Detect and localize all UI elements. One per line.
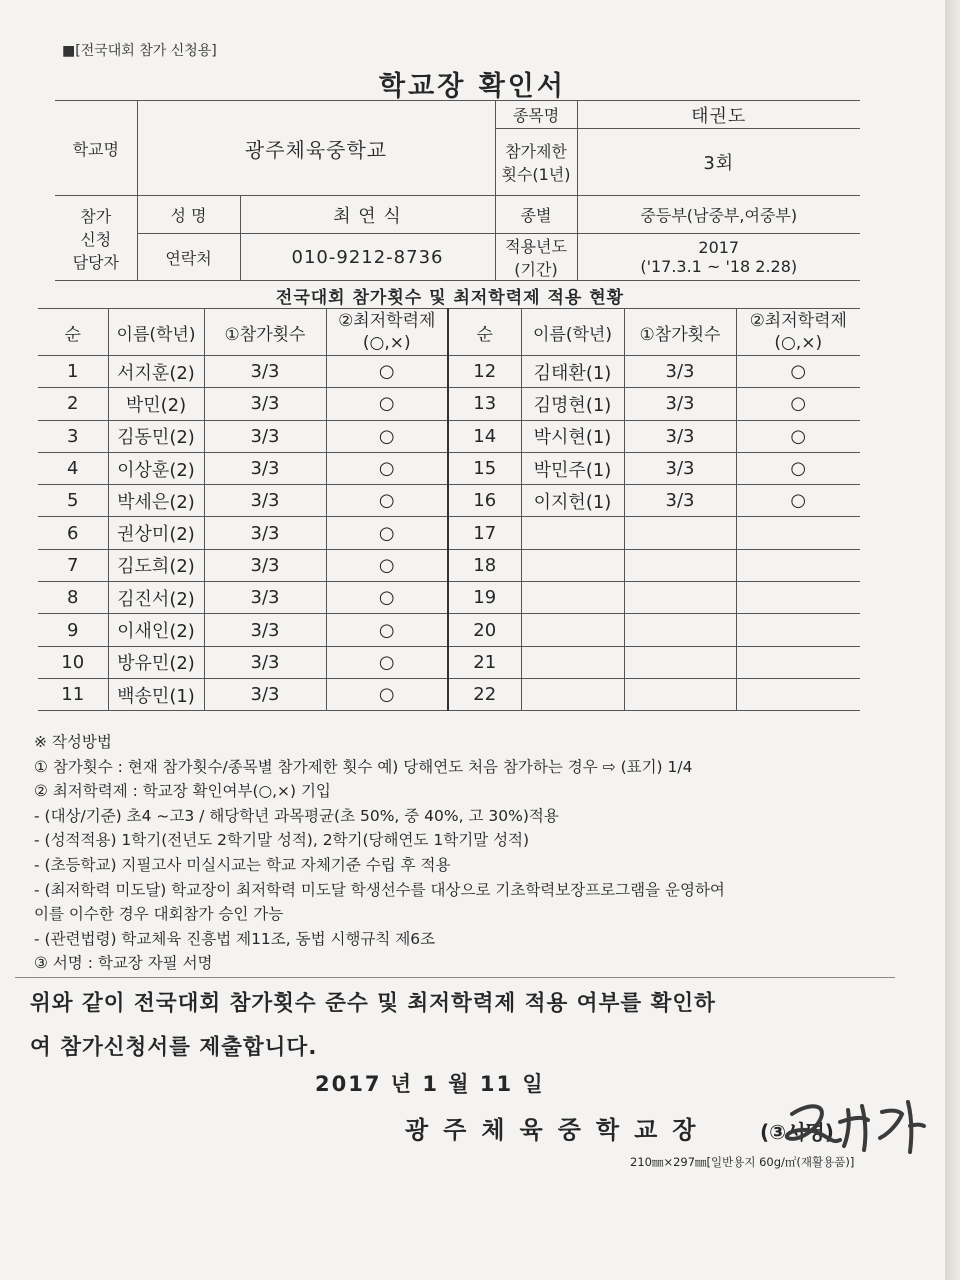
- student-name: 서지훈(2): [108, 356, 204, 388]
- row-no: 4: [38, 452, 108, 484]
- row-no: 16: [448, 485, 521, 517]
- table-row: [38, 582, 860, 614]
- division-label: 종별: [495, 196, 577, 234]
- seal-label: (③서명): [760, 1120, 834, 1144]
- date: 2017 년 1 월 11 일: [315, 1072, 545, 1096]
- student-name: 이새인(2): [108, 614, 204, 646]
- table-row: [38, 356, 860, 388]
- min-standard-mark: ○: [326, 517, 448, 549]
- row-no: 18: [448, 549, 521, 581]
- student-name: 박시현(1): [521, 420, 624, 452]
- row-no: 3: [38, 420, 108, 452]
- contact-group-label: 참가 신청 담당자: [55, 196, 137, 281]
- participation-count: 3/3: [624, 388, 736, 420]
- student-name: 김진서(2): [108, 582, 204, 614]
- participation-count: 3/3: [204, 517, 326, 549]
- student-name: 김태환(1): [521, 356, 624, 388]
- participation-count: [624, 614, 736, 646]
- table-header-row: [38, 309, 860, 356]
- name-label: 성 명: [137, 196, 240, 234]
- participation-count: 3/3: [204, 614, 326, 646]
- participation-count: 3/3: [204, 388, 326, 420]
- participation-count: 3/3: [204, 452, 326, 484]
- row-no: 19: [448, 582, 521, 614]
- header-name: 이름(학년): [108, 309, 204, 356]
- phone-value: 010-9212-8736: [240, 234, 495, 281]
- student-name: [521, 614, 624, 646]
- min-standard-mark: [736, 549, 860, 581]
- instruction-line: - (대상/기준) 초4 ~고3 / 해당학년 과목평균(초 50%, 중 40%, 고 30%)적용: [34, 806, 559, 825]
- min-standard-mark: [736, 646, 860, 678]
- row-no: 9: [38, 614, 108, 646]
- row-no: 2: [38, 388, 108, 420]
- instructions: [34, 730, 725, 976]
- student-name: 권상미(2): [108, 517, 204, 549]
- min-standard-mark: [736, 614, 860, 646]
- min-standard-mark: ○: [736, 356, 860, 388]
- participation-count: 3/3: [204, 646, 326, 678]
- student-name: 백송민(1): [108, 678, 204, 710]
- participation-count: 3/3: [624, 485, 736, 517]
- division-value: 중등부(남중부,여중부): [577, 196, 860, 234]
- min-standard-mark: ○: [326, 452, 448, 484]
- name-value: 최 연 식: [240, 196, 495, 234]
- table-row: [38, 485, 860, 517]
- min-standard-mark: [736, 678, 860, 710]
- table-row: [38, 388, 860, 420]
- instruction-line: ① 참가횟수 : 현재 참가횟수/종목별 참가제한 횟수 예) 당해연도 처음 참가하는 경우 ⇨ (표기) 1/4: [34, 757, 693, 776]
- min-standard-mark: ○: [736, 485, 860, 517]
- instruction-line: 이를 이수한 경우 대회참가 승인 가능: [34, 905, 284, 924]
- min-standard-mark: ○: [326, 388, 448, 420]
- status-title: 전국대회 참가횟수 및 최저학력제 적용 현황: [275, 288, 625, 308]
- participation-count: [624, 646, 736, 678]
- form-tag: ■[전국대회 참가 신청용]: [62, 43, 217, 59]
- row-no: 12: [448, 356, 521, 388]
- student-name: 이상훈(2): [108, 452, 204, 484]
- min-standard-mark: [736, 517, 860, 549]
- instruction-line: ② 최저학력제 : 학교장 확인여부(○,×) 기입: [34, 782, 331, 801]
- row-no: 7: [38, 549, 108, 581]
- event-label: 종목명: [495, 101, 577, 129]
- header-count: ①참가횟수: [624, 309, 736, 356]
- signer-name: 광주체육중학교장: [405, 1116, 711, 1144]
- student-name: [521, 582, 624, 614]
- participation-count: 3/3: [204, 356, 326, 388]
- row-no: 1: [38, 356, 108, 388]
- school-name-value: 광주체육중학교: [137, 101, 495, 196]
- row-no: 6: [38, 517, 108, 549]
- min-standard-mark: ○: [326, 646, 448, 678]
- instruction-line: - (최저학력 미도달) 학교장이 최저학력 미도달 학생선수를 대상으로 기초학력보장프로그램을 운영하여: [34, 880, 725, 899]
- table-row: [38, 678, 860, 710]
- student-name: 방유민(2): [108, 646, 204, 678]
- event-value: 태권도: [577, 101, 860, 129]
- row-no: 13: [448, 388, 521, 420]
- divider: [15, 977, 895, 978]
- min-standard-mark: [736, 582, 860, 614]
- limit-value: 3회: [577, 129, 860, 196]
- student-name: [521, 517, 624, 549]
- participation-count: [624, 582, 736, 614]
- participation-count: 3/3: [204, 678, 326, 710]
- year-label: 적용년도 (기간): [495, 234, 577, 281]
- min-standard-mark: ○: [326, 614, 448, 646]
- school-name-label: 학교명: [55, 101, 137, 196]
- participation-count: 3/3: [624, 420, 736, 452]
- participation-count: 3/3: [624, 356, 736, 388]
- instruction-line: ③ 서명 : 학교장 자필 서명: [34, 954, 213, 973]
- participation-count: [624, 678, 736, 710]
- handwritten-signature: [770, 1092, 935, 1160]
- min-standard-mark: ○: [326, 678, 448, 710]
- instruction-line: ※ 작성방법: [34, 733, 112, 751]
- row-no: 21: [448, 646, 521, 678]
- header-count: ①참가횟수: [204, 309, 326, 356]
- row-no: 15: [448, 452, 521, 484]
- table-row: [38, 452, 860, 484]
- school-info-table: [55, 100, 860, 281]
- student-name: 박민주(1): [521, 452, 624, 484]
- limit-label: 참가제한 횟수(1년): [495, 129, 577, 196]
- min-standard-mark: ○: [736, 452, 860, 484]
- table-row: [38, 517, 860, 549]
- row-no: 8: [38, 582, 108, 614]
- student-name: 박민(2): [108, 388, 204, 420]
- document-title: 학교장 확인서: [379, 71, 566, 102]
- declaration: 위와 같이 전국대회 참가횟수 준수 및 최저학력제 적용 여부를 확인하 여 참가신청서를 제출합니다.: [30, 991, 716, 1060]
- table-row: [38, 646, 860, 678]
- student-name: 김동민(2): [108, 420, 204, 452]
- table-row: [38, 614, 860, 646]
- student-name: 박세은(2): [108, 485, 204, 517]
- min-standard-mark: ○: [326, 356, 448, 388]
- phone-label: 연락처: [137, 234, 240, 281]
- instruction-line: - (관련법령) 학교체육 진흥법 제11조, 동법 시행규칙 제6조: [34, 929, 436, 948]
- row-no: 10: [38, 646, 108, 678]
- min-standard-mark: ○: [736, 388, 860, 420]
- participation-table: [38, 308, 860, 711]
- year-value: 2017 ('17.3.1 ~ '18 2.28): [577, 234, 860, 281]
- header-name: 이름(학년): [521, 309, 624, 356]
- student-name: 이지헌(1): [521, 485, 624, 517]
- min-standard-mark: ○: [326, 549, 448, 581]
- header-no: 순: [38, 309, 108, 356]
- min-standard-mark: ○: [326, 420, 448, 452]
- table-row: [38, 420, 860, 452]
- participation-count: 3/3: [204, 582, 326, 614]
- participation-count: 3/3: [204, 420, 326, 452]
- student-name: 김명현(1): [521, 388, 624, 420]
- participation-count: 3/3: [624, 452, 736, 484]
- paper-spec: 210㎜×297㎜[일반용지 60g/㎡(재활용품)]: [630, 1155, 855, 1169]
- row-no: 22: [448, 678, 521, 710]
- instruction-line: - (성적적용) 1학기(전년도 2학기말 성적), 2학기(당해연도 1학기말 성적): [34, 831, 530, 850]
- participation-count: 3/3: [204, 549, 326, 581]
- student-name: [521, 549, 624, 581]
- table-row: [38, 549, 860, 581]
- header-no: 순: [448, 309, 521, 356]
- row-no: 14: [448, 420, 521, 452]
- header-min-standard: ②최저학력제 (○,×): [326, 309, 448, 356]
- row-no: 5: [38, 485, 108, 517]
- student-name: [521, 678, 624, 710]
- instruction-line: - (초등학교) 지필고사 미실시교는 학교 자체기준 수립 후 적용: [34, 855, 451, 874]
- page-edge: [945, 0, 960, 1280]
- participation-count: [624, 517, 736, 549]
- row-no: 20: [448, 614, 521, 646]
- row-no: 11: [38, 678, 108, 710]
- participation-count: 3/3: [204, 485, 326, 517]
- row-no: 17: [448, 517, 521, 549]
- student-name: [521, 646, 624, 678]
- participation-count: [624, 549, 736, 581]
- min-standard-mark: ○: [326, 582, 448, 614]
- min-standard-mark: ○: [736, 420, 860, 452]
- min-standard-mark: ○: [326, 485, 448, 517]
- student-name: 김도희(2): [108, 549, 204, 581]
- header-min-standard: ②최저학력제 (○,×): [736, 309, 860, 356]
